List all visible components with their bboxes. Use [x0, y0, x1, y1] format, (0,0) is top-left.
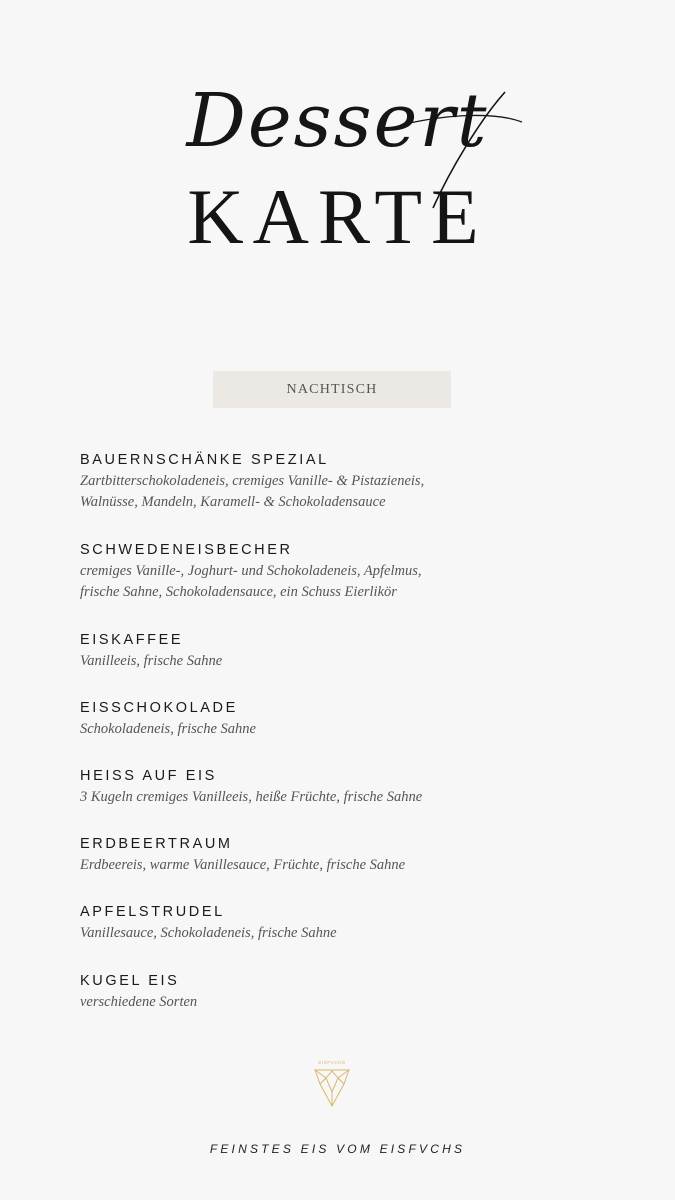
item-name: EISSCHOKOLADE	[80, 700, 238, 716]
item-name: SCHWEDENEISBECHER	[80, 542, 293, 558]
item-name: APFELSTRUDEL	[80, 904, 225, 920]
menu-item-bauernschaenke-spezial	[80, 449, 600, 513]
item-description: Zartbitterschokoladeneis, cremiges Vanille- & Pistazieneis, Walnüsse, Mandeln, Karamell- & Schokoladensauce	[80, 473, 425, 510]
footer-tagline: FEINSTES EIS VOM EISFVCHS	[209, 1142, 466, 1156]
item-name: KUGEL EIS	[80, 973, 180, 989]
menu-item-kugel-eis	[80, 970, 600, 1013]
item-name: HEISS AUF EIS	[80, 768, 217, 784]
menu-item-eisschokolade	[80, 697, 600, 740]
menu-item-schwedeneisbecher	[80, 539, 600, 603]
item-description: 3 Kugeln cremiges Vanilleeis, heiße Früchte, frische Sahne	[80, 789, 423, 805]
item-name: ERDBEERTRAUM	[80, 836, 233, 852]
item-description: verschiedene Sorten	[80, 994, 198, 1010]
item-name: EISKAFFEE	[80, 632, 184, 648]
item-description: Vanilleeis, frische Sahne	[80, 653, 223, 669]
item-description: cremiges Vanille-, Joghurt- und Schokoladeneis, Apfelmus, frische Sahne, Schokoladensauce, ein Schuss Eierlikör	[80, 563, 422, 600]
item-name: BAUERNSCHÄNKE SPEZIAL	[80, 452, 329, 468]
logo-text: EISFVCHS	[318, 1060, 346, 1065]
menu-item-erdbeertraum	[80, 833, 600, 876]
menu-item-eiskaffee	[80, 629, 600, 672]
section-label-nachtisch: NACHTISCH	[213, 371, 451, 408]
menu-item-heiss-auf-eis	[80, 765, 600, 808]
menu-item-apfelstrudel	[80, 901, 600, 944]
karte-title: KARTE	[187, 173, 488, 260]
item-description: Erdbeereis, warme Vanillesauce, Früchte, frische Sahne	[80, 857, 406, 873]
item-description: Vanillesauce, Schokoladeneis, frische Sahne	[80, 925, 337, 941]
item-description: Schokoladeneis, frische Sahne	[80, 721, 256, 737]
fox-diamond-logo-icon	[308, 1058, 356, 1110]
dessert-script-title: Dessert	[186, 78, 489, 164]
